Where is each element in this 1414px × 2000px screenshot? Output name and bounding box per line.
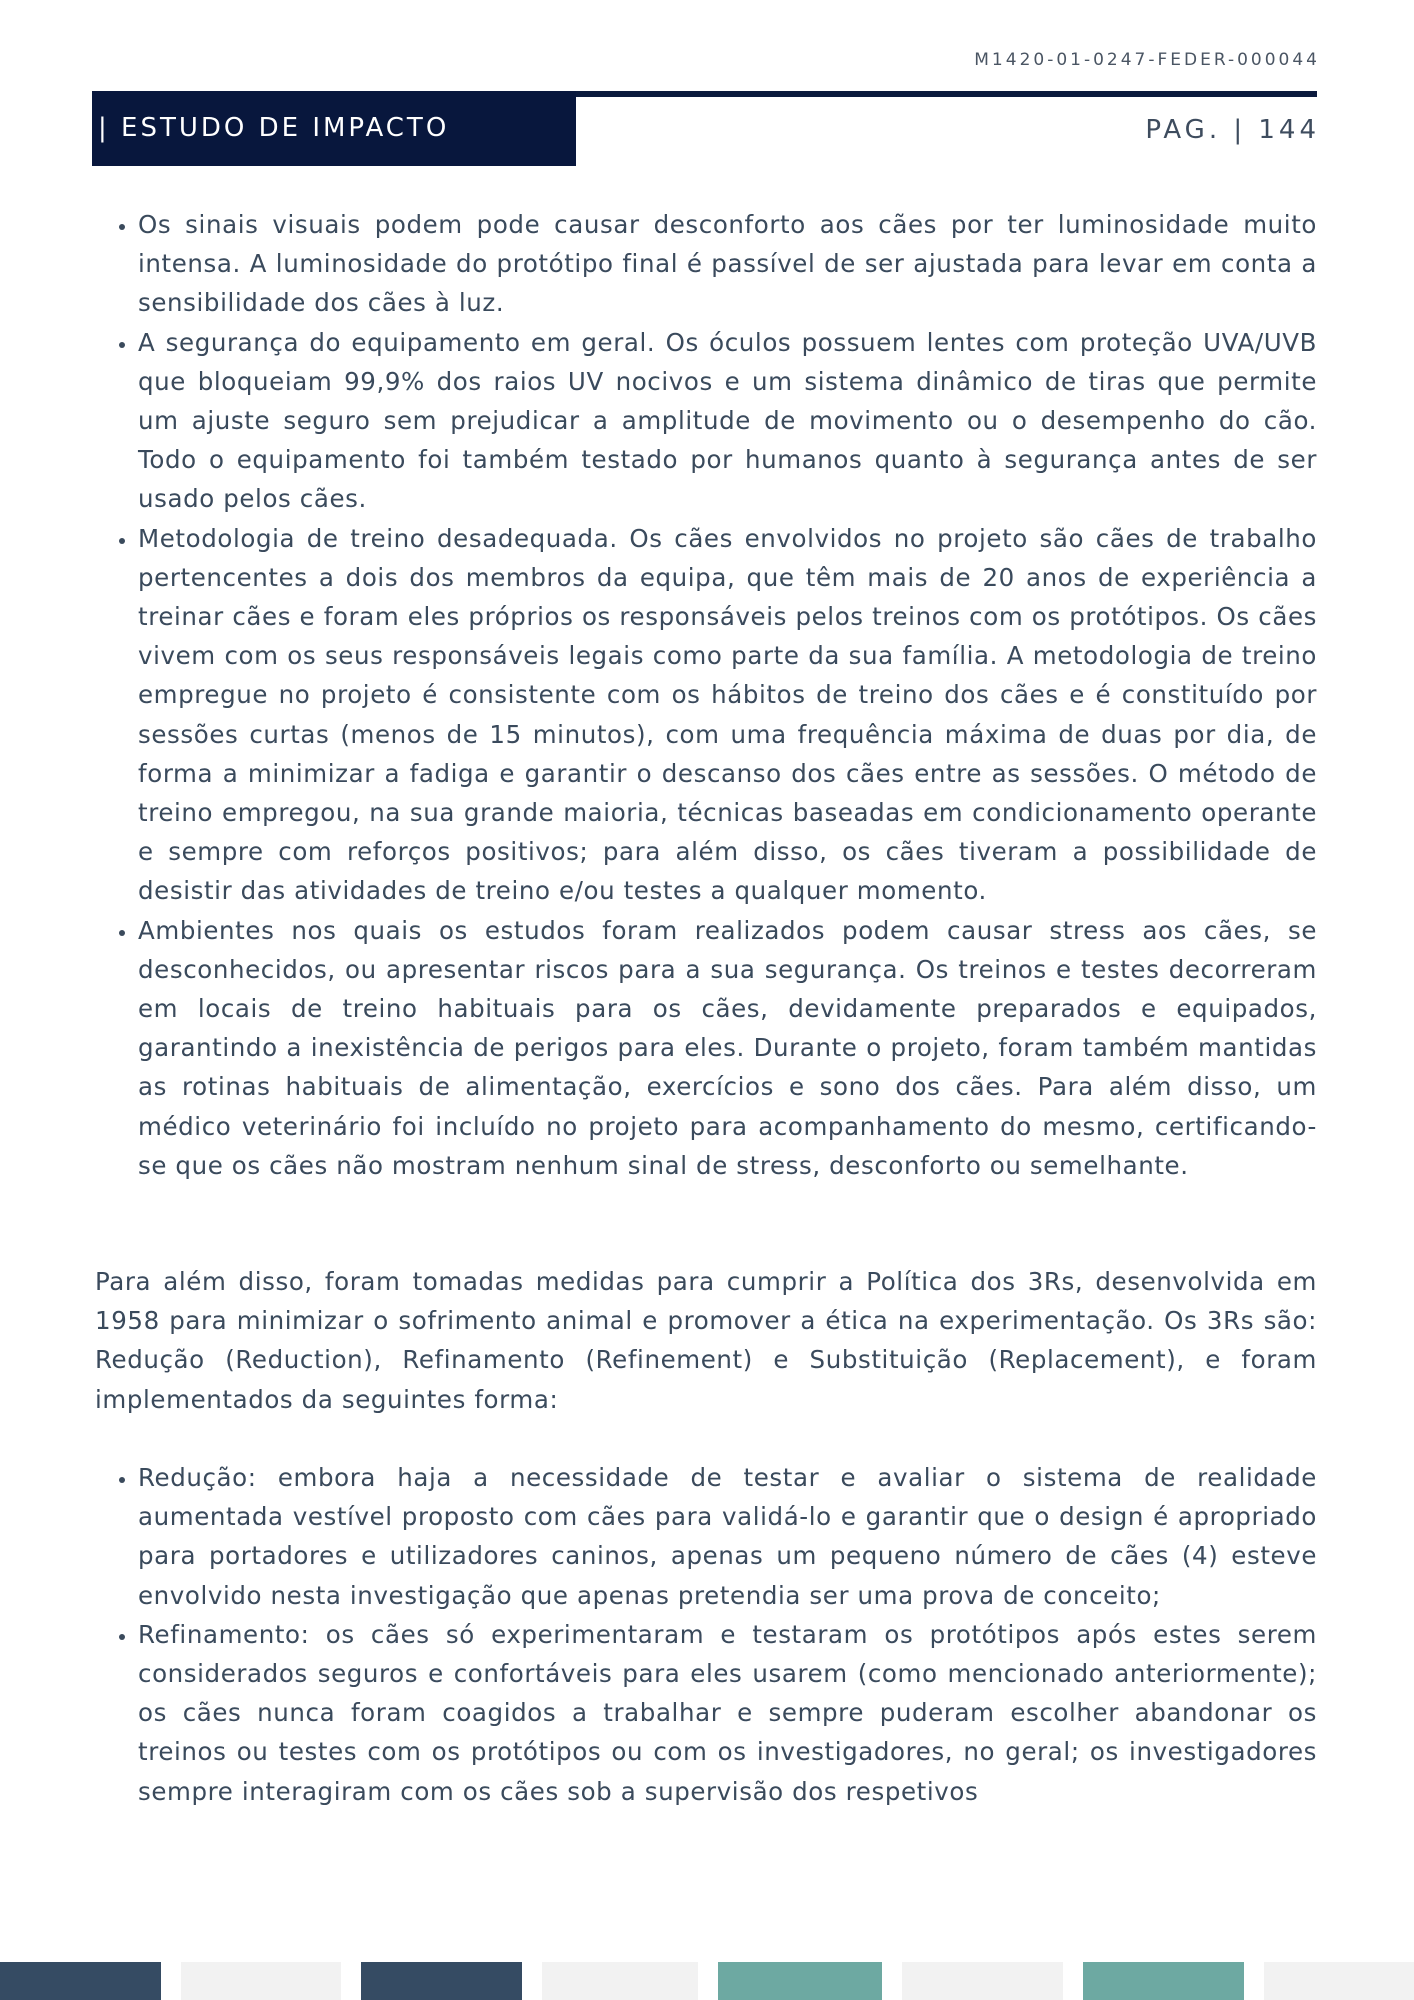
list-item: • A segurança do equipamento em geral. Os óculos possuem lentes com proteção UVA/UVB que bloqueiam 99,9% dos raios UV nocivos e um sistema dinâmico de tiras que permite um ajuste seguro sem prejudicar a amplitude de movimento ou o desempenho do cão. Todo o equipamento foi também testado por humanos quanto à segurança antes de ser usado pelos cães. — [138, 323, 1317, 519]
document-body — [95, 205, 1317, 1811]
page-number: PAG. | 144 — [1145, 115, 1320, 145]
list-item: • Os sinais visuais podem pode causar desconforto aos cães por ter luminosidade muito intensa. A luminosidade do protótipo final é passível de ser ajustada para levar em conta a sensibilidade dos cães à luz. — [138, 205, 1317, 323]
footer-bar — [361, 1962, 522, 2000]
section-header — [92, 91, 576, 166]
footer-bar — [181, 1962, 341, 2000]
footer-bar — [718, 1962, 882, 2000]
three-rs-list — [95, 1458, 1317, 1811]
footer-bar — [1264, 1962, 1414, 2000]
footer-bar — [1083, 1962, 1244, 2000]
footer-bars — [0, 1962, 1414, 2000]
paragraph-3rs: Para além disso, foram tomadas medidas para cumprir a Política dos 3Rs, desenvolvida em 1958 para minimizar o sofrimento animal e promover a ética na experimentação. Os 3Rs são: Redução (Reduction), Refinamento (Refinement) e Substituição (Replacement), e foram implementados da seguintes forma: — [95, 1267, 1317, 1414]
footer-bar — [542, 1962, 698, 2000]
list-item: • Ambientes nos quais os estudos foram realizados podem causar stress aos cães, se desconhecidos, ou apresentar riscos para a sua segurança. Os treinos e testes decorreram em locais de treino habituais para os cães, devidamente preparados e equipados, garantindo a inexistência de perigos para eles. Durante o projeto, foram também mantidas as rotinas habituais de alimentação, exercícios e sono dos cães. Para além disso, um médico veterinário foi incluído no projeto para acompanhamento do mesmo, certificando-se que os cães não mostram nenhum sinal de stress, desconforto ou semelhante. — [138, 911, 1317, 1185]
footer-bar — [902, 1962, 1063, 2000]
section-title: | ESTUDO DE IMPACTO — [98, 113, 450, 143]
document-reference: M1420-01-0247-FEDER-000044 — [974, 50, 1320, 70]
list-item: • Metodologia de treino desadequada. Os cães envolvidos no projeto são cães de trabalho pertencentes a dois dos membros da equipa, que têm mais de 20 anos de experiência a treinar cães e foram eles próprios os responsáveis pelos treinos com os protótipos. Os cães vivem com os seus responsáveis legais como parte da sua família. A metodologia de treino empregue no projeto é consistente com os hábitos de treino dos cães e é constituído por sessões curtas (menos de 15 minutos), com uma frequência máxima de duas por dia, de forma a minimizar a fadiga e garantir o descanso dos cães entre as sessões. O método de treino empregou, na sua grande maioria, técnicas baseadas em condicionamento operante e sempre com reforços positivos; para além disso, os cães tiveram a possibilidade de desistir das atividades de treino e/ou testes a qualquer momento. — [138, 519, 1317, 911]
list-item: • Redução: embora haja a necessidade de testar e avaliar o sistema de realidade aumentada vestível proposto com cães para validá-lo e garantir que o design é apropriado para portadores e utilizadores caninos, apenas um pequeno número de cães (4) esteve envolvido nesta investigação que apenas pretendia ser uma prova de conceito; — [138, 1458, 1317, 1615]
footer-bar — [0, 1962, 161, 2000]
list-item: • Refinamento: os cães só experimentaram e testaram os protótipos após estes serem considerados seguros e confortáveis para eles usarem (como mencionado anteriormente); os cães nunca foram coagidos a trabalhar e sempre puderam escolher abandonar os treinos ou testes com os protótipos ou com os investigadores, no geral; os investigadores sempre interagiram com os cães sob a supervisão dos respetivos — [138, 1615, 1317, 1811]
concerns-list — [95, 205, 1317, 1185]
